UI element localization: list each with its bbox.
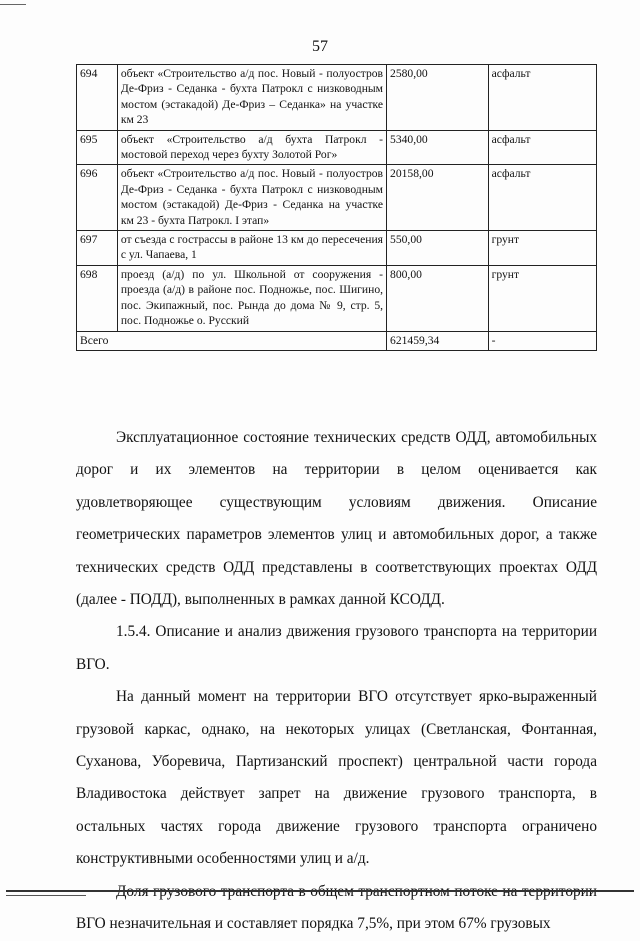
row-cover: асфальт xyxy=(488,130,596,165)
section-heading-freight: 1.5.4. Описание и анализ движения грузового транспорта на территории ВГО. xyxy=(76,623,597,673)
scan-artifact-top xyxy=(0,4,26,5)
row-cover: грунт xyxy=(488,265,596,331)
row-description: объект «Строительство а/д бухта Патрокл - мостовой переход через бухту Золотой Рог» xyxy=(117,130,386,165)
row-number: 695 xyxy=(77,130,118,165)
body-text xyxy=(76,422,597,941)
row-description: от съезда с гострассы в районе 13 км до пересечения с ул. Чапаева, 1 xyxy=(117,231,386,266)
paragraph-freight-share: ВГО незначительная и составляет порядка 7,5%, при этом 67% грузовых xyxy=(76,915,551,933)
total-length: 621459,34 xyxy=(387,331,489,350)
row-number: 697 xyxy=(77,231,118,266)
scan-artifact-bottom-short xyxy=(6,895,86,896)
table-total-row xyxy=(77,331,597,350)
total-cover: - xyxy=(488,331,596,350)
row-length: 2580,00 xyxy=(387,65,489,131)
row-description: объект «Строительство а/д пос. Новый - полуостров Де-Фриз - Седанка - бухта Патрокл с низководным мостом (эстакадой) Де-Фриз - Седанка на участке км 23 - бухта Патрокл. I этап» xyxy=(117,165,386,231)
page-number: 57 xyxy=(312,38,328,55)
roads-table xyxy=(76,64,597,351)
row-number: 696 xyxy=(77,165,118,231)
row-description: проезд (а/д) по ул. Школьной от сооружения - проезда (а/д) в районе пос. Подножье, пос. Шигино, пос. Экипажный, пос. Рында до дома № 9, стр. 5, пос. Подножье о. Русский xyxy=(117,265,386,331)
scan-artifact-bottom xyxy=(6,890,634,892)
row-description: объект «Строительство а/д пос. Новый - полуостров Де-Фриз - Седанка - бухта Патрокл с низководным мостом (эстакадой) Де-Фриз – Седанка» на участке км 23 xyxy=(117,65,386,131)
total-label: Всего xyxy=(77,331,387,350)
row-length: 20158,00 xyxy=(387,165,489,231)
table-row xyxy=(77,165,597,231)
row-length: 800,00 xyxy=(387,265,489,331)
row-length: 550,00 xyxy=(387,231,489,266)
table-row xyxy=(77,231,597,266)
table-row xyxy=(77,130,597,165)
table-row xyxy=(77,65,597,131)
row-number: 694 xyxy=(77,65,118,131)
paragraph-freight-framework: На данный момент на территории ВГО отсутствует ярко-выраженный грузовой каркас, однако, на некоторых улицах (Светланская, Фонтанная, Суханова, Уборевича, Партизанский проспект) центральной части города Владивостока действует запрет на движение грузового транспорта, в остальных частях города движение грузового транспорта ограничено конструктивными особенностями улиц и а/д. xyxy=(76,688,597,868)
row-cover: асфальт xyxy=(488,65,596,131)
table-row xyxy=(77,265,597,331)
row-cover: асфальт xyxy=(488,165,596,231)
row-cover: грунт xyxy=(488,231,596,266)
paragraph-road-condition: Эксплуатационное состояние технических средств ОДД, автомобильных дорог и их элементов на территории в целом оценивается как удовлетворяющее существующим условиям движения. Описание геометрических параметров элементов улиц и автомобильных дорог, а также технических средств ОДД представлены в соответствующих проектах ОДД (далее - ПОДД), выполненных в рамках данной КСОДД. xyxy=(76,429,597,609)
row-length: 5340,00 xyxy=(387,130,489,165)
row-number: 698 xyxy=(77,265,118,331)
